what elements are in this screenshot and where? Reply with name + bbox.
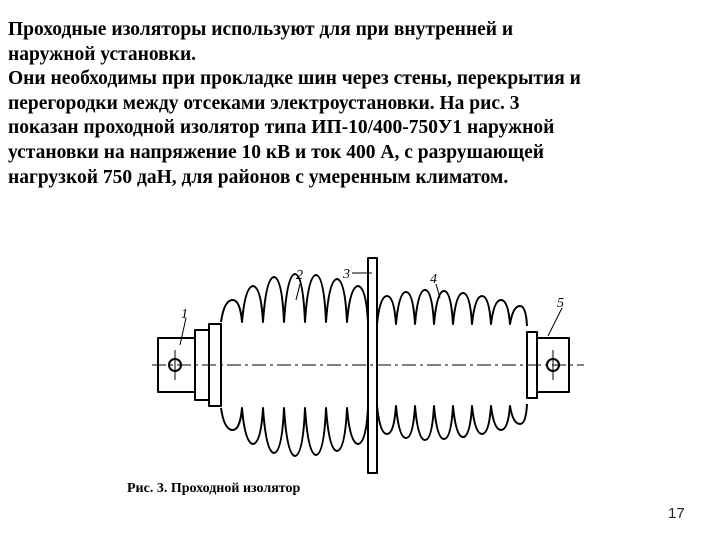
insulator-svg: [150, 252, 590, 480]
callout-5: 5: [557, 296, 564, 311]
text-line: установки на напряжение 10 кВ и ток 400 А, с разрушающей: [8, 141, 545, 163]
callout-1: 1: [181, 307, 188, 322]
right-body-ribs-bottom: [377, 404, 527, 440]
left-body-sheds-bottom: [221, 408, 368, 456]
page-number: 17: [668, 505, 685, 522]
callout-leader-1: [180, 318, 186, 345]
right-body-ribs: [377, 290, 527, 326]
text-line: наружной установки.: [8, 43, 197, 65]
text-line: показан проходной изолятор типа ИП-10/400-750У1 наружной: [8, 117, 555, 139]
text-line: перегородки между отсеками электроустановки. На рис. 3: [8, 92, 520, 114]
callout-2: 2: [296, 268, 303, 283]
text-line: Они необходимы при прокладке шин через стены, перекрытия и: [8, 68, 581, 90]
callout-leader-5: [548, 308, 562, 336]
figure-caption: Рис. 3. Проходной изолятор: [127, 481, 301, 496]
text-line: Проходные изоляторы используют для при внутренней и: [8, 19, 514, 40]
text-line: нагрузкой 750 даН, для районов с умеренным климатом.: [8, 166, 509, 188]
bushing-insulator-drawing: [150, 252, 590, 480]
callout-4: 4: [430, 272, 437, 287]
callout-3: 3: [343, 267, 350, 282]
slide-body-text: [8, 18, 714, 190]
callout-leader-2: [296, 284, 300, 300]
